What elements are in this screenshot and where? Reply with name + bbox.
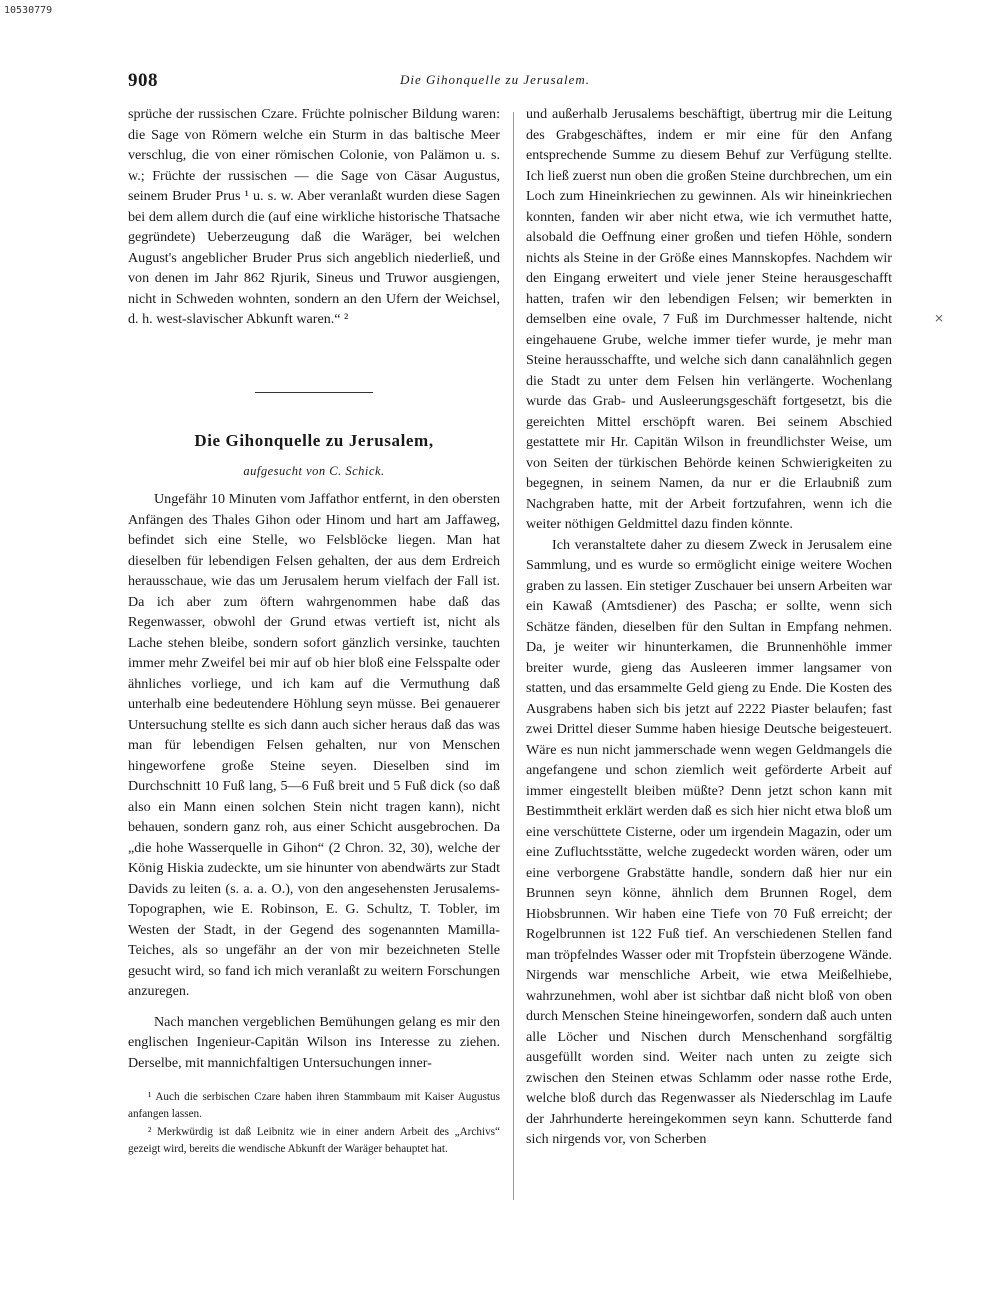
article-byline: aufgesucht von C. Schick. <box>243 463 385 478</box>
left-column <box>128 104 500 1159</box>
right-column <box>526 104 892 1150</box>
continuation-paragraph: sprüche der russischen Czare. Früchte polnischer Bildung waren: die Sage von Römern welche ein Sturm in das baltische Meer verschlug, die von einer römischen Colonie, von Palämon u. s. w.; Früchte der russischen — die Sage von Cäsar Augustus, seinem Bruder Prus ¹ u. s. w. Aber veranlaßt wurden diese Sagen bei dem allem durch die (auf eine wirkliche historische Thatsache gegründete) Ueberzeugung daß die Waräger, bei welchen August's angeblicher Bruder Prus sich angeblich niederließ, und von denen im Jahr 862 Rjurik, Sineus und Truwor ausgiengen, nicht in Schweden wohnten, sondern an den Ufern der Weichsel, d. h. west-slavischer Abkunft waren.“ ² <box>128 106 500 327</box>
footnote-1: ¹ Auch die serbischen Czare haben ihren Stammbaum mit Kaiser Augustus anfangen lassen. <box>128 1091 500 1120</box>
footnote-2: ² Merkwürdig ist daß Leibnitz wie in einer andern Arbeit des „Archivs“ gezeigt wird, bereits die wendische Abkunft der Waräger behauptet hat. <box>128 1126 500 1155</box>
running-head: Die Gihonquelle zu Jerusalem. <box>400 72 591 87</box>
margin-mark: × <box>934 311 945 325</box>
article-title: Die Gihonquelle zu Jerusalem, <box>194 430 434 450</box>
footnotes <box>128 1089 500 1157</box>
body-paragraph: Ungefähr 10 Minuten vom Jaffathor entfernt, in den obersten Anfängen des Thales Gihon oder Hinom und hart am Jaffaweg, befindet sich eine Stelle, wo Felsblöcke liegen. Man hat dieselben für lebendigen Felsen gehalten, der aus dem Erdreich herausschaue, wie das um Jerusalem herum vielfach der Fall ist. Da ich aber zum öftern wahrgenommen habe daß das Regenwasser, obwohl der Grund etwas vertieft ist, nicht als Lache stehen bleibe, sondern sofort gänzlich versinke, tauchten immer mehr Zweifel bei mir auf ob hier bloß eine Felsspalte oder ähnliches vorliege, und ich kam auf die Vermuthung daß unterhalb eine bedeutendere Höhlung seyn müsse. Bei genauerer Untersuchung stellte es sich dann auch sicher heraus daß das was man für lebendigen Felsen gehalten, nur von Menschen hingeworfene große Steine seyen. Dieselben sind im Durchschnitt 10 Fuß lang, 5—6 Fuß breit und 5 Fuß dick (so daß also ein Mann einen solchen Stein nicht tragen kann), nicht behauen, sondern ganz roh, aus einer Schicht ausgebrochen. Da „die hohe Wasserquelle in Gihon“ (2 Chron. 32, 30), welche der König Hiskia zudeckte, um sie hinunter von abendwärts zur Stadt Davids zu leiten (s. a. a. O.), von den angesehensten Jerusalems-Topographen, wie E. Robinson, E. G. Schultz, T. Tobler, im Westen der Stadt, in der Gegend des sogenannten Mamilla-Teiches, als so ungefähr an der von mir bezeichneten Stelle gesucht wird, so fand ich mich veranlaßt zu weitern Forschungen anzuregen. <box>128 491 500 999</box>
body-paragraph: Ich veranstaltete daher zu diesem Zweck in Jerusalem eine Sammlung, und es wurde so ermöglicht einige weitere Wochen graben zu lassen. Ein stetiger Zuschauer bei unsern Arbeiten war ein Kawaß (Amtsdiener) des Pascha; er sollte, wenn sich Schätze fänden, dieselben für den Sultan in Empfang nehmen. Da, je weiter wir hinunterkamen, die Brunnenhöhle immer breiter wurde, gieng das Ausleeren immer langsamer von statten, und das ersammelte Geld gieng zu Ende. Die Kosten des Ausgrabens haben sich bis jetzt auf 2222 Piaster belaufen; fast zwei Drittel dieser Summe haben hiesige Deutsche beigesteuert. Wäre es nun nicht jammerschade wenn wegen Geldmangels die angefangene und schon ziemlich weit geförderte Arbeit auf immer eingestellt bleiben müßte? Denn jetzt schon kann mit Bestimmtheit erklärt werden daß es sich hier nicht etwa bloß um eine verschüttete Cisterne, oder um irgendein Magazin, oder um eine Zufluchtsstätte, welche zugedeckt worden wären, oder um eine verborgene Grabstätte handle, sondern daß hier nur ein Brunnen seyn könne, ähnlich dem Brunnen Rogel, dem Hiobsbrunnen. Wir haben eine Tiefe von 70 Fuß erreicht; der Rogelbrunnen ist 122 Fuß tief. An verschiedenen Stellen fand man tröpfelndes Wasser oder mit Tropfstein überzogene Wände. Nirgends war menschliche Arbeit, wie etwa Meißelhiebe, wahrzunehmen, wohl aber ist sichtbar daß nicht bloß von oben durch Menschen Steine hineingeworfen, sondern daß auch unten alle Löcher und Nischen durch Menschenhand sorgfältig ausgefüllt worden sind. Weiter nach unten zu zeigte sich zwischen den Steinen etwas Schlamm oder nasse rothe Erde, welche bloß durch das Regenwasser als Niederschlag im Laufe der Jahrhunderte hereingekommen seyn kann. Schutterde fand sich nirgends vor, von Scherben <box>526 536 892 1147</box>
column-divider <box>513 112 514 1200</box>
article-separator <box>255 392 373 393</box>
body-paragraph: Nach manchen vergeblichen Bemühungen gelang es mir den englischen Ingenieur-Capitän Wilson ins Interesse zu ziehen. Derselbe, mit mannichfaltigen Untersuchungen inner- <box>128 1013 500 1071</box>
page-number: 908 <box>128 70 158 91</box>
body-paragraph: und außerhalb Jerusalems beschäftigt, übertrug mir die Leitung des Grabgeschäftes, indem er mir eine für den Anfang entsprechende Summe zu diesem Behuf zur Verfügung stellte. Ich ließ zuerst nun oben die großen Steine durchbrechen, um ein Loch zum Hineinkriechen zu gewinnen. Als wir hineinkriechen konnten, fanden wir aber nicht etwa, wie ich vermuthet hatte, alsobald die Oeffnung einer großen und tiefen Höhle, sondern nichts als Steine in der Größe eines Mannskopfes. Nachdem wir den Eingang erweitert und viele jener Steine herausgeschafft hatten, trafen wir den lebendigen Felsen; wir bemerkten in demselben eine ovale, 7 Fuß im Durchmesser haltende, nicht eingehauene Grube, welche immer tiefer wurde, je mehr man Steine herausschaffte, und welche sich dann canalähnlich gegen die Stadt zu unter dem Felsen hin verlängerte. Wochenlang wurde das Grab- und Ausleerungsgeschäft fortgesetzt, bis die gereichten Mittel erschöpft waren. Bei seinem Abschied gestattete mir Hr. Capitän Wilson in freundlichster Weise, um von Seiten der türkischen Behörde keinen Schwierigkeiten zu begegnen, in seinem Namen, da nur er die Erlaubniß zum Nachgraben hatte, mit der Arbeit fortzufahren, wenn ich die weiter nöthigen Geldmittel dazu finden könnte. <box>526 106 892 532</box>
scan-id-stamp: 10530779 <box>4 5 53 16</box>
